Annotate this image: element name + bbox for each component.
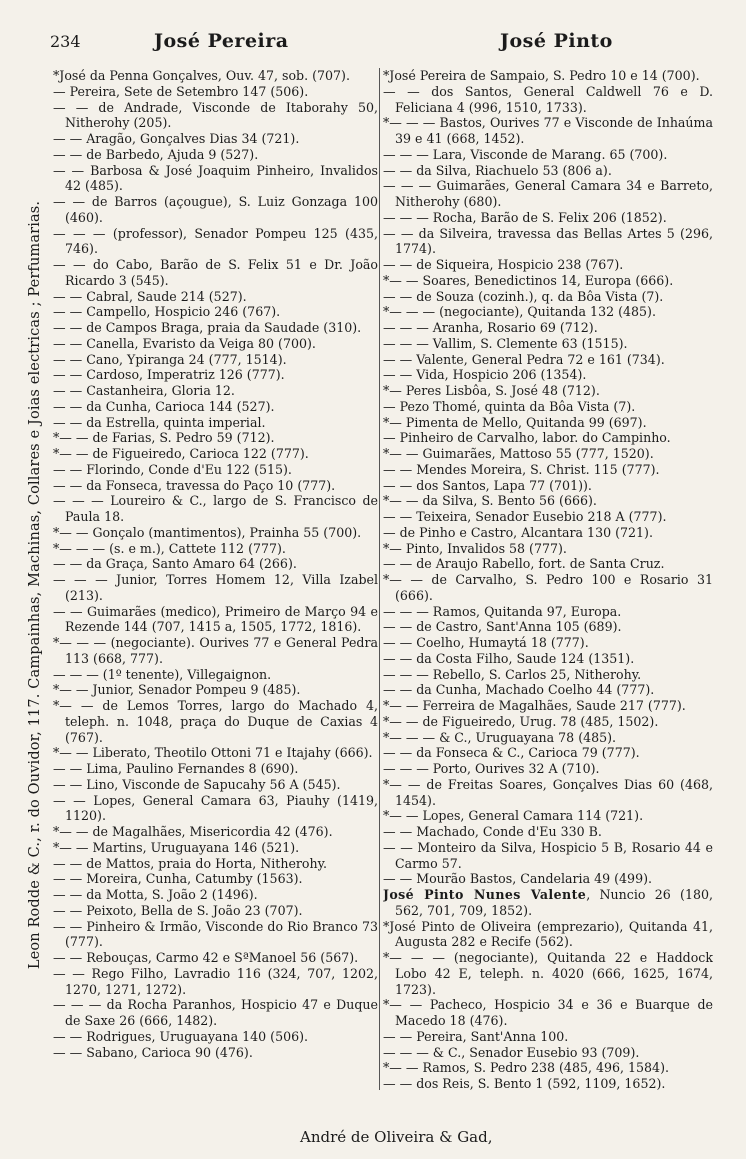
directory-entry: — — Campello, Hospicio 246 (767). <box>53 304 281 320</box>
directory-entry: *— — de Farias, S. Pedro 59 (712). <box>53 430 275 446</box>
directory-entry: *— — — Bastos, Ourives 77 e Visconde de Inhaúma 39 e 41 (668, 1452). <box>383 115 713 146</box>
directory-entry: — — da Estrella, quinta imperial. <box>53 414 266 430</box>
directory-entry: — — Vida, Hospicio 206 (1354). <box>383 367 587 383</box>
directory-entry: — — Rodrigues, Uruguayana 140 (506). <box>53 1028 309 1044</box>
directory-entry: — — dos Santos, Lapa 77 (701)). <box>383 477 592 493</box>
directory-entry: — — da Silveira, travessa das Bellas Artes 5 (296, 1774). <box>383 225 713 257</box>
directory-entry: — — de Castro, Sant'Anna 105 (689). <box>383 619 622 635</box>
directory-entry: — — da Graça, Santo Amaro 64 (266). <box>53 556 297 572</box>
directory-entry: — de Pinho e Castro, Alcantara 130 (721). <box>383 524 653 540</box>
directory-entry: — — — da Rocha Paranhos, Hospicio 47 e Duque de Saxe 26 (666, 1482). <box>53 997 378 1028</box>
directory-entry: — — de Araujo Rabello, fort. de Santa Cruz. <box>383 556 665 572</box>
directory-entry: — — Lino, Visconde de Sapucahy 56 A (545). <box>53 776 341 792</box>
directory-entry: *— — de Figueiredo, Urug. 78 (485, 1502). <box>383 713 659 729</box>
directory-entry: — — — (professor), Senador Pompeu 125 (435, 746). <box>53 225 378 257</box>
directory-entry: — — da Fonseca & C., Carioca 79 (777). <box>383 745 640 761</box>
directory-entry: *— — Lopes, General Camara 114 (721). <box>383 808 644 824</box>
directory-entry: *— — de Figueiredo, Carioca 122 (777). <box>53 446 309 461</box>
directory-entry: — — — Aranha, Rosario 69 (712). <box>383 320 598 335</box>
directory-entry: José Pinto Nunes Valente, Nuncio 26 (180, 562, 701, 709, 1852). <box>383 887 713 918</box>
directory-entry: — — Lopes, General Camara 63, Piauhy (1419, 1120). <box>53 792 378 824</box>
directory-entry: — — — Rebello, S. Carlos 25, Nitherohy. <box>383 666 642 682</box>
directory-entry: — — Rego Filho, Lavradio 116 (324, 707, 1202, 1270, 1271, 1272). <box>53 965 378 997</box>
directory-entry: — — de Barros (açougue), S. Luiz Gonzaga 100 (460). <box>53 194 378 225</box>
directory-entry: — Pezo Thomé, quinta da Bôa Vista (7). <box>383 398 636 414</box>
directory-entry: *José Pereira de Sampaio, S. Pedro 10 e 14 (700). <box>383 68 700 83</box>
directory-entry: *— Pimenta de Mello, Quitanda 99 (697). <box>383 414 647 430</box>
directory-entry: *— — de Lemos Torres, largo do Machado 4, teleph. n. 1048, praça do Duque de Caxias 4 (767). <box>53 698 378 745</box>
directory-entry: — — Moreira, Cunha, Catumby (1563). <box>53 871 303 887</box>
directory-entry: — — — Ramos, Quitanda 97, Europa. <box>383 603 622 619</box>
directory-entry: — — da Costa Filho, Saude 124 (1351). <box>383 650 635 666</box>
directory-entry: — — de Andrade, Visconde de Itaborahy 50, Nitherohy (205). <box>53 99 378 131</box>
directory-entry: *— — Liberato, Theotilo Ottoni 71 e Itajahy (666). <box>53 745 373 761</box>
directory-entry: — — — Guimarães, General Camara 34 e Barreto, Nitherohy (680). <box>383 178 713 209</box>
side-advertisement-text: Leon Rodde & C., r. do Ouvidor, 117. Campainhas, Machinas, Collares e Joias electricas ; Perfumarias. <box>27 200 43 970</box>
directory-entry: — — — Lara, Visconde de Marang. 65 (700). <box>383 146 668 162</box>
directory-entry: *— — — (s. e m.), Cattete 112 (777). <box>53 540 286 556</box>
directory-entry: — — de Siqueira, Hospicio 238 (767). <box>383 257 624 272</box>
directory-entry: — — Coelho, Humaytá 18 (777). <box>383 635 589 650</box>
column-divider <box>379 68 380 1090</box>
directory-entry: *José Pinto de Oliveira (emprezario), Quitanda 41, Augusta 282 e Recife (562). <box>383 918 713 950</box>
left-column <box>53 68 378 1060</box>
directory-entry: — — Machado, Conde d'Eu 330 B. <box>383 824 602 839</box>
directory-entry: *— — — (negociante), Quitanda 132 (485). <box>383 304 656 320</box>
directory-entry: — — Cabral, Saude 214 (527). <box>53 288 247 304</box>
directory-entry: *— — — & C., Uruguayana 78 (485). <box>383 729 617 745</box>
directory-entry: *— — — (negociante), Quitanda 22 e Haddock Lobo 42 E, teleph. n. 4020 (666, 1625, 1674, 1723). <box>383 950 713 997</box>
directory-entry: — — da Cunha, Carioca 144 (527). <box>53 398 275 414</box>
directory-entry: — — Monteiro da Silva, Hospicio 5 B, Rosario 44 e Carmo 57. <box>383 839 713 871</box>
directory-entry: — — Sabano, Carioca 90 (476). <box>53 1044 253 1060</box>
directory-entry: *José da Penna Gonçalves, Ouv. 47, sob. (707). <box>53 68 350 83</box>
directory-entry: — — Teixeira, Senador Eusebio 218 A (777). <box>383 509 667 524</box>
directory-entry: — — Castanheira, Gloria 12. <box>53 383 235 398</box>
directory-entry: *— — de Freitas Soares, Gonçalves Dias 60 (468, 1454). <box>383 776 713 808</box>
directory-entry: — — de Campos Braga, praia da Saudade (310). <box>53 320 362 335</box>
side-advertisement <box>20 70 50 1100</box>
directory-entry: *— — Pacheco, Hospicio 34 e 36 e Buarque de Macedo 18 (476). <box>383 997 713 1028</box>
directory-entry: — — dos Santos, General Caldwell 76 e D. Feliciana 4 (996, 1510, 1733). <box>383 83 713 115</box>
left-running-title: José Pereira <box>154 30 289 52</box>
directory-entry: — — do Cabo, Barão de S. Felix 51 e Dr. João Ricardo 3 (545). <box>53 257 378 288</box>
directory-entry: *— — Ramos, S. Pedro 238 (485, 496, 1584). <box>383 1060 669 1076</box>
directory-entry: — — Peixoto, Bella de S. João 23 (707). <box>53 902 303 918</box>
directory-entry: *— — Martins, Uruguayana 146 (521). <box>53 839 300 855</box>
directory-entry: — — de Barbedo, Ajuda 9 (527). <box>53 146 259 162</box>
directory-entry: *— Pinto, Invalidos 58 (777). <box>383 540 567 556</box>
directory-entry: — — — Loureiro & C., largo de S. Francisco de Paula 18. <box>53 493 378 524</box>
directory-entry: — — — Porto, Ourives 32 A (710). <box>383 761 600 776</box>
directory-entry: *— — de Magalhães, Misericordia 42 (476). <box>53 824 333 839</box>
directory-entry: *— — de Carvalho, S. Pedro 100 e Rosario 31 (666). <box>383 572 713 603</box>
entry-heading: José Pinto Nunes Valente <box>383 887 587 902</box>
directory-entry: *— — Guimarães, Mattoso 55 (777, 1520). <box>383 446 654 461</box>
directory-entry: — — Mourão Bastos, Candelaria 49 (499). <box>383 871 652 887</box>
directory-entry: *— — da Silva, S. Bento 56 (666). <box>383 493 597 509</box>
directory-entry: — — Cardoso, Imperatriz 126 (777). <box>53 367 285 383</box>
page-number: 234 <box>50 32 81 51</box>
directory-entry: — — — Rocha, Barão de S. Felix 206 (1852). <box>383 209 667 225</box>
directory-entry: — — Canella, Evaristo da Veiga 80 (700). <box>53 335 316 351</box>
directory-entry: — — Valente, General Pedra 72 e 161 (734). <box>383 351 665 367</box>
directory-entry: — — — & C., Senador Eusebio 93 (709). <box>383 1044 640 1060</box>
directory-entry: — Pinheiro de Carvalho, labor. do Campinho. <box>383 430 671 446</box>
directory-entry: — — Florindo, Conde d'Eu 122 (515). <box>53 461 292 477</box>
directory-entry: — — dos Reis, S. Bento 1 (592, 1109, 1652). <box>383 1076 666 1091</box>
right-running-title: José Pinto <box>500 30 613 52</box>
directory-entry: *— — Soares, Benedictinos 14, Europa (666). <box>383 272 674 288</box>
directory-entry: — — — Junior, Torres Homem 12, Villa Izabel (213). <box>53 572 378 603</box>
directory-entry: *— — Junior, Senador Pompeu 9 (485). <box>53 682 301 698</box>
directory-entry: — — — (1º tenente), Villegaignon. <box>53 666 272 682</box>
directory-entry: — — Barbosa & José Joaquim Pinheiro, Invalidos 42 (485). <box>53 162 378 194</box>
directory-entry: — — de Souza (cozinh.), q. da Bôa Vista (7). <box>383 288 664 304</box>
directory-entry: — — Mendes Moreira, S. Christ. 115 (777). <box>383 461 660 477</box>
directory-entry: — — da Fonseca, travessa do Paço 10 (777). <box>53 477 336 493</box>
directory-entry: *— — Gonçalo (mantimentos), Prainha 55 (700). <box>53 524 362 540</box>
directory-entry: — — Rebouças, Carmo 42 e SªManoel 56 (567). <box>53 950 359 965</box>
directory-entry: — — de Mattos, praia do Horta, Nitherohy. <box>53 855 328 871</box>
directory-entry: — — da Silva, Riachuelo 53 (806 a). <box>383 162 612 178</box>
directory-entry: — — da Motta, S. João 2 (1496). <box>53 887 258 902</box>
directory-entry: — — Guimarães (medico), Primeiro de Março 94 e Rezende 144 (707, 1415 a, 1505, 1772, 1816). <box>53 603 378 635</box>
directory-entry: — — Lima, Paulino Fernandes 8 (690). <box>53 761 299 776</box>
directory-entry: — — Pinheiro & Irmão, Visconde do Rio Branco 73 (777). <box>53 918 378 950</box>
page-footer: André de Oliveira & Gad, <box>300 1128 493 1146</box>
directory-entry: — — Cano, Ypiranga 24 (777, 1514). <box>53 351 287 367</box>
directory-entry: — — Aragão, Gonçalves Dias 34 (721). <box>53 131 300 146</box>
directory-entry: — Pereira, Sete de Setembro 147 (506). <box>53 83 309 99</box>
directory-entry: — — da Cunha, Machado Coelho 44 (777). <box>383 682 655 698</box>
right-column <box>383 68 713 1092</box>
directory-entry: *— Peres Lisbôa, S. José 48 (712). <box>383 383 600 398</box>
directory-entry: — — — Vallim, S. Clemente 63 (1515). <box>383 335 628 351</box>
directory-entry: *— — — (negociante). Ourives 77 e General Pedra 113 (668, 777). <box>53 635 378 666</box>
page-header <box>30 30 720 58</box>
directory-entry: *— — Ferreira de Magalhães, Saude 217 (777). <box>383 698 686 713</box>
directory-entry: — — Pereira, Sant'Anna 100. <box>383 1028 569 1044</box>
